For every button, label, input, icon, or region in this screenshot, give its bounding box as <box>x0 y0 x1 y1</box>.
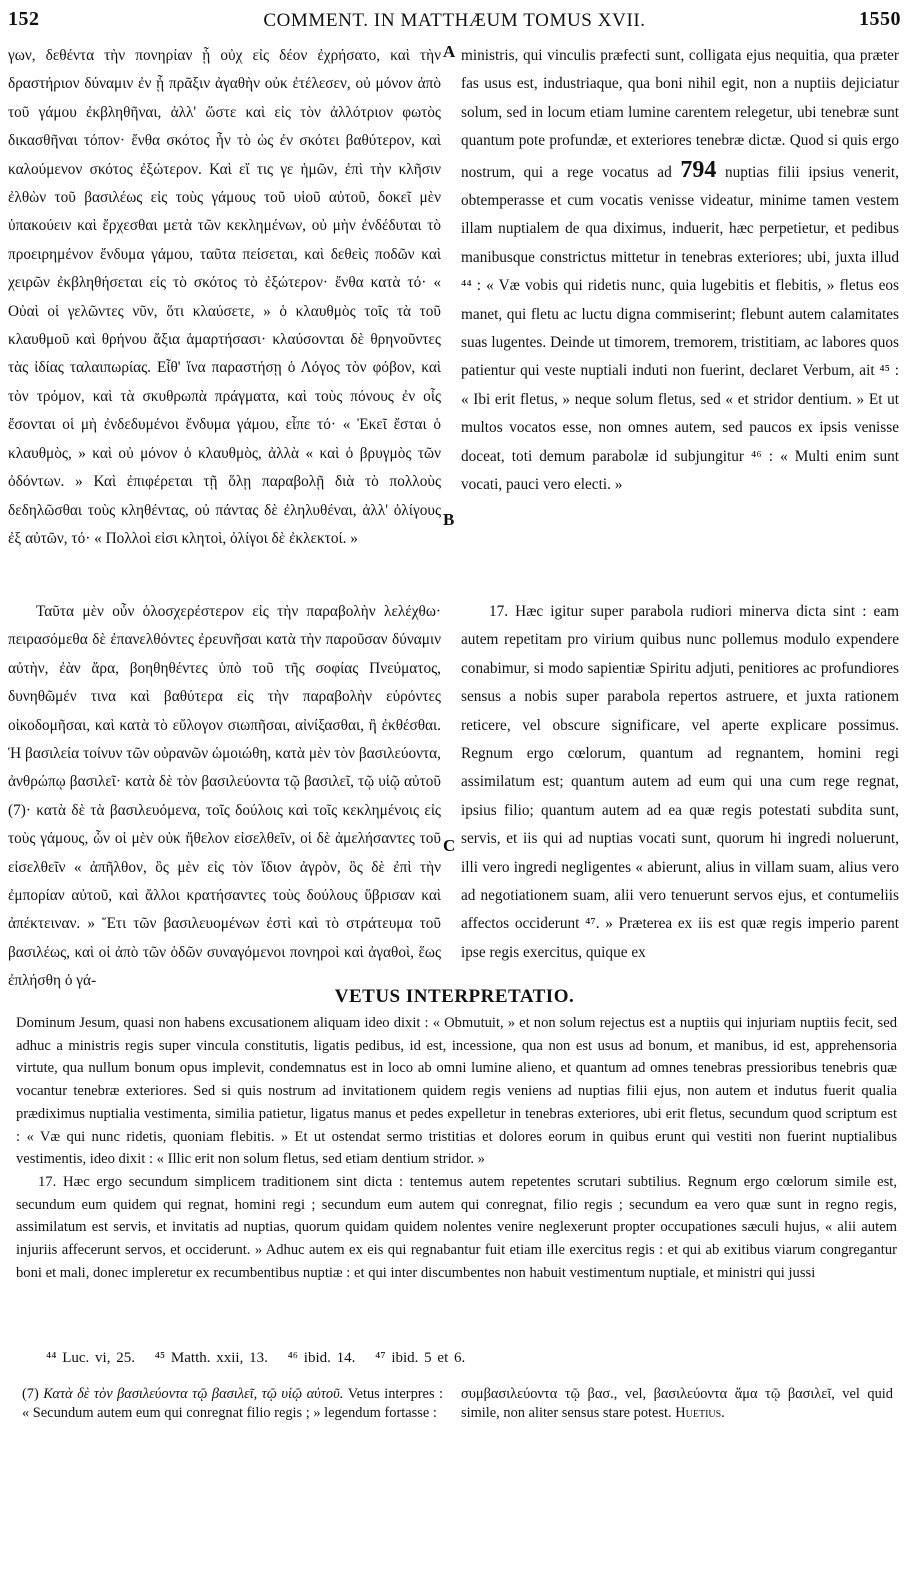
latin-paragraph-2: 17. Hæc igitur super parabola rudiori minerva dicta sint : eam autem repetitam pro virium quibus nunc pollemus modulo expendere conabimur, si modo sapientiæ Spiritu adjuti, penitiores ac profundiores sensus a nobis super parabola repertos astruere, et juxta rationem reticere, vel obscure significare, vel aperte explicare possimus. Regnum ergo cœlorum, quantum ad regnantem, homini regi assimilatum est; quantum autem ad eum qui una cum rege regnat, ipsius filio; quantum autem ad ea quæ regis potestati subdita sunt, servis, et iis qui ad nuptias vocati sunt, quorum hi ingredi noluerunt, illi vero ingredi negligentes « abierunt, alius in villam suam, alius vero ad negotiationem suam, alii vero tenuerunt servos ejus, et contumeliis affectos occiderunt ⁴⁷. » Præterea ex iis est quæ regis imperio parent ipse regis exercitus, quique ex <box>461 603 899 961</box>
latin-paragraph-1-end: nuptias filii ipsius venerit, obtemperasse et cum vocatis venisse videatur, minime tamen vestem illam nuptialem de qua diximus, induerit, hæc perpetietur, et pedibus manibusque constrictus mittetur in tenebras exteriores; ubi, juxta illud ⁴⁴ : « Væ vobis qui ridetis nunc, quia lugebitis et flebitis, » fletus eos manet, qui fletu ac luctu digna commiserint; flebunt autem calamitates suas lugentes. Deinde ut timorem, tremorem, tristitiam, ac labores quos patientur qui veste nuptiali induti non fuerint, declaret Verbum, ait ⁴⁵ : « Ibi erit fletus, » neque solum fletus, sed « et stridor dentium. » Et ut multos vocatos esse, non omnes autem, sed paucos ex ipsis venisse doceat, toti demum parabolæ id subjungitur ⁴⁶ : « Multi enim sunt vocati, pauci vero electi. » <box>461 163 899 494</box>
margin-marker-b: B <box>443 510 455 529</box>
greek-column-bottom <box>8 598 441 996</box>
reference-44: ⁴⁴ Luc. vi, 25. <box>46 1350 135 1366</box>
footnote-left <box>22 1385 443 1423</box>
column-number: 794 <box>680 156 717 183</box>
margin-marker-a: A <box>443 42 456 61</box>
footnote-left-text: Vetus interpres : « Secundum autem eum qui conregnat filio regis ; » legendum fortasse : <box>22 1386 443 1421</box>
reference-46: ⁴⁶ ibid. 14. <box>287 1350 356 1366</box>
running-title: COMMENT. IN MATTHÆUM TOMUS XVII. <box>263 10 646 31</box>
footnote-right-text: συμβασιλεύοντα τῷ βασ., vel, βασιλεύοντα ἅμα τῷ βασιλεῖ, vel quid simile, non aliter sensus stare potest. <box>461 1386 893 1421</box>
footnote-number: (7) <box>22 1386 39 1402</box>
latin-paragraph-1 <box>461 42 899 500</box>
right-page-number: 1550 <box>859 8 901 30</box>
reference-47: ⁴⁷ ibid. 5 et 6. <box>375 1350 466 1366</box>
vetus-paragraph-2: 17. Hæc ergo secundum simplicem traditionem sint dicta : tentemus autem repetentes scrutari subtilius. Regnum ergo cœlorum simile est, secundum eum quidem qui regnat, homini regi ; secundum eum autem qui conregnat, filio regis ; secundum ea vero quæ sunt in regno regis, assimilatum est servis, et invitatis ad nuptias, quorum quidam quidem nolentes venire neglexerunt propter occupationes sæculi hujus, « alii autem injuriis affecerunt servos, et occiderunt. » Adhuc autem ex eis qui regnabantur fuit etiam ille exercitus regis : et qui ab exitibus viarum congregantur boni et mali, donec impleretur ex recumbentibus nuptiæ : et qui inter discumbentes non habuit vestimentum nuptiale, et ministri qui jussi <box>16 1173 897 1281</box>
left-page-number: 152 <box>8 8 40 30</box>
scripture-references <box>46 1350 479 1367</box>
greek-column-top <box>8 42 441 553</box>
running-header <box>8 8 901 36</box>
greek-paragraph-2: Ταῦτα μὲν οὖν ὁλοσχερέστερον εἰς τὴν παραβολὴν λελέχθω· πειρασόμεθα δὲ ἐπανελθόντες ἐρευνῆσαι κατὰ τὴν παροῦσαν δύναμιν αὐτὴν, ἐὰν ἄρα, βοηθηθέντες ὑπὸ τοῦ τῆς σοφίας Πνεύματος, δυνηθῶμέν τινα καὶ βαθύτερα εἰς τὴν παραβολὴν εὑρόντες οἰκοδομῆσαι, καὶ κατὰ τὸ εὔλογον σιωπῆσαι, αἰνίξασθαι, ἢ ἐκθέσθαι. Ἡ βασιλεία τοίνυν τῶν οὐρανῶν ὡμοιώθη, κατὰ μὲν τὸν βασιλεύοντα, ἀνθρώπῳ βασιλεῖ· κατὰ δὲ τὸν βασιλεύοντα τῷ βασιλεῖ, τῷ υἱῷ αὐτοῦ (7)· κατὰ δὲ τὰ βασιλευόμενα, τοῖς δούλοις καὶ τοῖς κεκλημένοις εἰς τοὺς γάμους, ὧν οἱ μὲν οὐκ ἤθελον εἰσελθεῖν, οἱ δὲ ἀμελήσαντες τοῦ εἰσελθεῖν « ἀπῆλθον, ὃς μὲν εἰς τὸν ἴδιον ἀγρὸν, ὃς δὲ ἐπὶ τὴν ἐμπορίαν αὐτοῦ, καὶ ἄλλοι κρατήσαντες τοὺς δούλους ὕβρισαν καὶ ἀπέκτειναν. » Ἔτι τῶν βασιλευομένων ἐστὶ καὶ τὸ στράτευμα τοῦ βασιλέως, καὶ οἱ ἀπὸ τῶν ὁδῶν συναγόμενοι πονηροὶ καὶ ἀγαθοὶ, ἕως ἐπλήσθη ὁ γά- <box>8 603 441 990</box>
vetus-paragraph-1: Dominum Jesum, quasi non habens excusationem aliquam ideo dixit : « Obmutuit, » et non solum rejectus est a nuptiis qui injuriam nuptiis fecit, sed adhuc a ministris regis super vincula constitutis, ligatis pedibus, id est, incessione, qua non est usus ad bonum, et manibus, id est, apprehensoria virtute, qua nullum bonum opus implevit, condemnatus est in loco ab omni lumine alieno, et quantum ad omnes tenebras pressioribus tenebris quæ vocantur tenebræ exteriores. Sed si quis nostrum ad invitationem quidem regis veniens ad nuptias filii ejus, non autem et indutus fuerit qualia prædiximus nuptialia vestimenta, similia patietur, ligatus manus et pedes expelletur in tenebras exteriores, ubi erit fletus, secundum quod scriptum est : « Væ qui nunc ridetis, quoniam flebitis. » Et ut ostendat sermo tristitias et dolores eorum in quibus erunt qui vestiti non fuerint nuptialibus vestimentis, ideo dixit : « Illic erit non solum fletus, sed etiam dentium stridor. » <box>16 1015 897 1168</box>
latin-column-top <box>461 42 899 500</box>
reference-45: ⁴⁵ Matth. xxii, 13. <box>154 1350 268 1366</box>
greek-paragraph-1: γων, δεθέντα τὴν πονηρίαν ᾗ οὐχ εἰς δέον ἐχρήσατο, καὶ τὴν δραστήριον δύναμιν ἐν ᾗ πρᾶξιν ἀγαθὴν οὐκ ἐτέλεσεν, οὐ μόνον ἀπὸ τοῦ γάμου ἐκβληθῆναι, ἀλλ' ὥστε καὶ εἰς τὸν ἀλλότριον φωτὸς δικασθῆναι τόπον· ἔνθα σκότος ἦν τὸ ὡς ἐν σκότει βαθύτερον, καὶ καλούμενον σκότος ἐξώτερον. Καὶ εἴ τις γε ἡμῶν, ἐπὶ τὴν κλῆσιν ἐλθὼν τοῦ βασιλέως εἰς τοὺς γάμους τοῦ υἱοῦ αὐτοῦ, δοκεῖ μὲν ὑπακούειν καὶ ἔρχεσθαι μετὰ τῶν κεκλημένων, οὐ μὴν ἐνδέδυται τὸ προειρημένον ἔνδυμα γάμου, ταῦτα πείσεται, καὶ δεθεὶς ποδῶν καὶ χειρῶν ἐκβληθήσεται εἰς τὸ σκότος τὸ ἐξώτερον· ἔνθα κατὰ τό· « Οὐαὶ οἱ γελῶντες νῦν, ὅτι κλαύσετε, » ὁ κλαυθμὸς τοῖς τὰ τοῦ κλαυθμοῦ καὶ θρήνου ἄξια ἁμαρτήσασι· κλαύσονται δὲ θρηνοῦντες τὰς ἰδίας ταλαιπωρίας. Εἶθ' ἵνα παραστήσῃ ὁ Λόγος τὸν φόβον, καὶ τὸν τρόμον, καὶ τὰ σκυθρωπὰ πράγματα, καὶ τοὺς πόνους ἐν οἷς ἔσονται οἱ μὴ ἐνδεδυμένοι ἔνδυμα γάμου, εἶπε τό· « Ἐκεῖ ἔσται ὁ κλαυθμὸς, » καὶ οὐ μόνον ὁ κλαυθμὸς, ἀλλὰ « καὶ ὁ βρυγμὸς τῶν ὀδόντων. » Καὶ ἐπιφέρεται τῇ ὅλῃ παραβολῇ διὰ τὸ πολλοὺς δεδηλῶσθαι τοὺς κληθέντας, οὐ πάντας δὲ ἐληλυθέναι, ἀλλ' ὀλίγους ἐξ αὐτῶν, τό· « Πολλοὶ εἰσι κλητοὶ, ὀλίγοι δὲ ἐκλεκτοί. » <box>8 47 441 547</box>
latin-column-bottom <box>461 598 899 967</box>
footnote-author: Huetius. <box>675 1405 725 1421</box>
section-title: VETUS INTERPRETATIO. <box>334 986 575 1007</box>
margin-marker-c: C <box>443 836 456 855</box>
footnote-lemma: Κατὰ δὲ τὸν βασιλεύοντα τῷ βασιλεῖ, τῷ υἱῷ αὐτοῦ. <box>43 1386 344 1402</box>
latin-paragraph-1-start: ministris, qui vinculis præfecti sunt, colligata ejus nequitia, qua præter fas usus est, industriaque, qua boni nihil egit, non a nuptiis dejiciatur solum, sed in locum etiam lumine carentem relegetur, ubi tenebræ sunt quantum pote profundæ, et exteriores tenebræ dictæ. Quod si quis ergo nostrum, qui a rege vocatus ad <box>461 47 899 181</box>
footnote-right <box>461 1385 893 1423</box>
vetus-interpretatio <box>16 1012 897 1284</box>
